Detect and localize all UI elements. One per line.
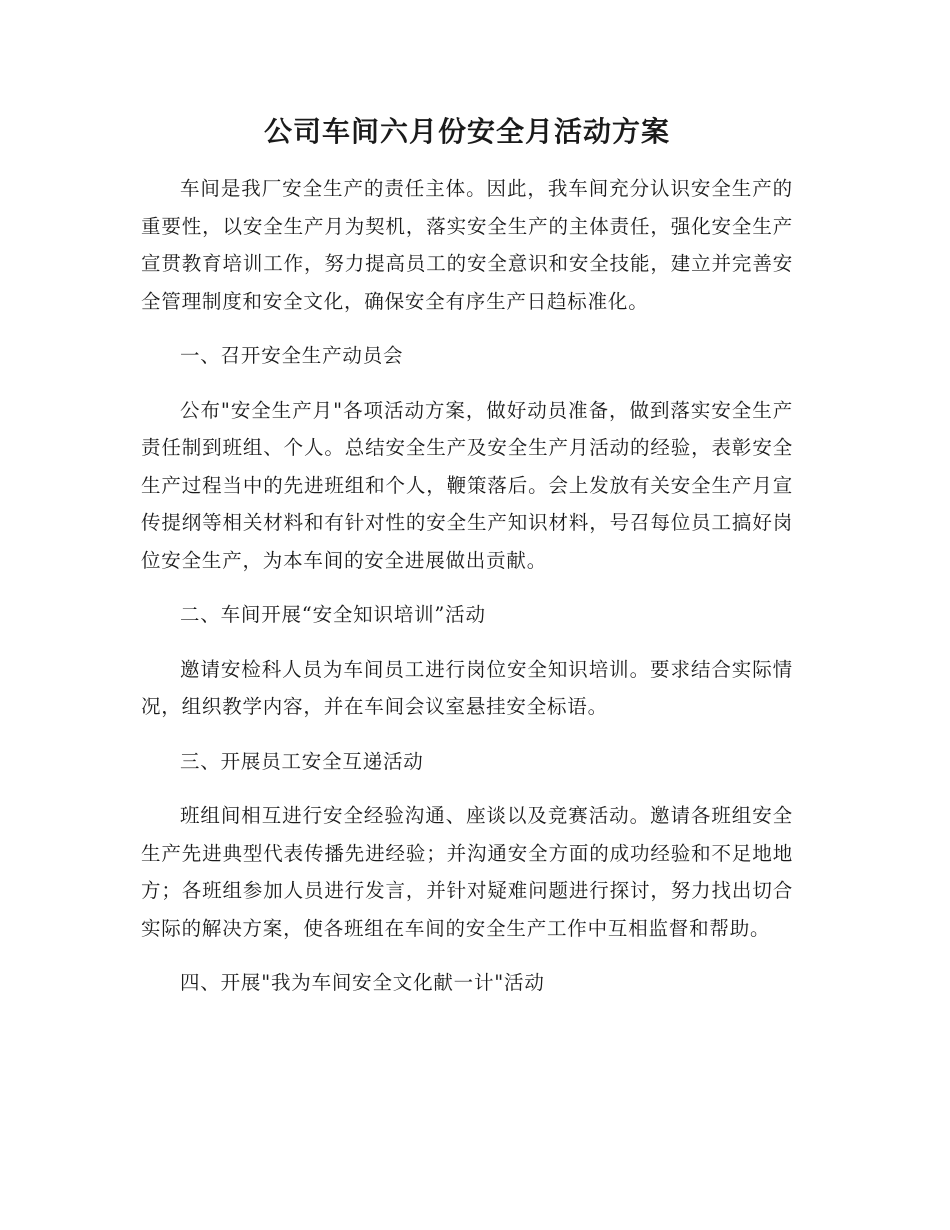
section-heading-2: 二、车间开展“安全知识培训”活动 xyxy=(180,603,486,626)
section-heading-4: 四、开展"我为车间安全文化献一计"活动 xyxy=(180,971,545,994)
section-heading-1: 一、召开安全生产动员会 xyxy=(180,344,404,367)
section-body-1: 公布"安全生产月"各项活动方案，做好动员准备，做到落实安全生产责任制到班组、个人。总结安全生产及安全生产月活动的经验，表彰安全生产过程当中的先进班组和个人，鞭策落后。会上发放有关安全生产月宣传提纲等相关材料和有针对性的安全生产知识材料，号召每位员工搞好岗位安全生产，为本车间的安全进展做出贡献。 xyxy=(141,398,793,572)
section-heading-3: 三、开展员工安全互递活动 xyxy=(180,749,424,773)
document-body xyxy=(141,108,793,1002)
document-title: 公司车间六月份安全月活动方案 xyxy=(263,115,670,148)
section-body-3: 班组间相互进行安全经验沟通、座谈以及竞赛活动。邀请各班组安全生产先进典型代表传播先进经验；并沟通安全方面的成功经验和不足地地方；各班组参加人员进行发言，并针对疑难问题进行探讨，努力找出切合实际的解决方案，使各班组在车间的安全生产工作中互相监督和帮助。 xyxy=(141,804,793,940)
section-body-2: 邀请安检科人员为车间员工进行岗位安全知识培训。要求结合实际情况，组织教学内容，并在车间会议室悬挂安全标语。 xyxy=(141,657,793,718)
intro-paragraph: 车间是我厂安全生产的责任主体。因此，我车间充分认识安全生产的重要性，以安全生产月为契机，落实安全生产的主体责任，强化安全生产宣贯教育培训工作，努力提高员工的安全意识和安全技能，建立并完善安全管理制度和安全文化，确保安全有序生产日趋标准化。 xyxy=(141,177,793,313)
